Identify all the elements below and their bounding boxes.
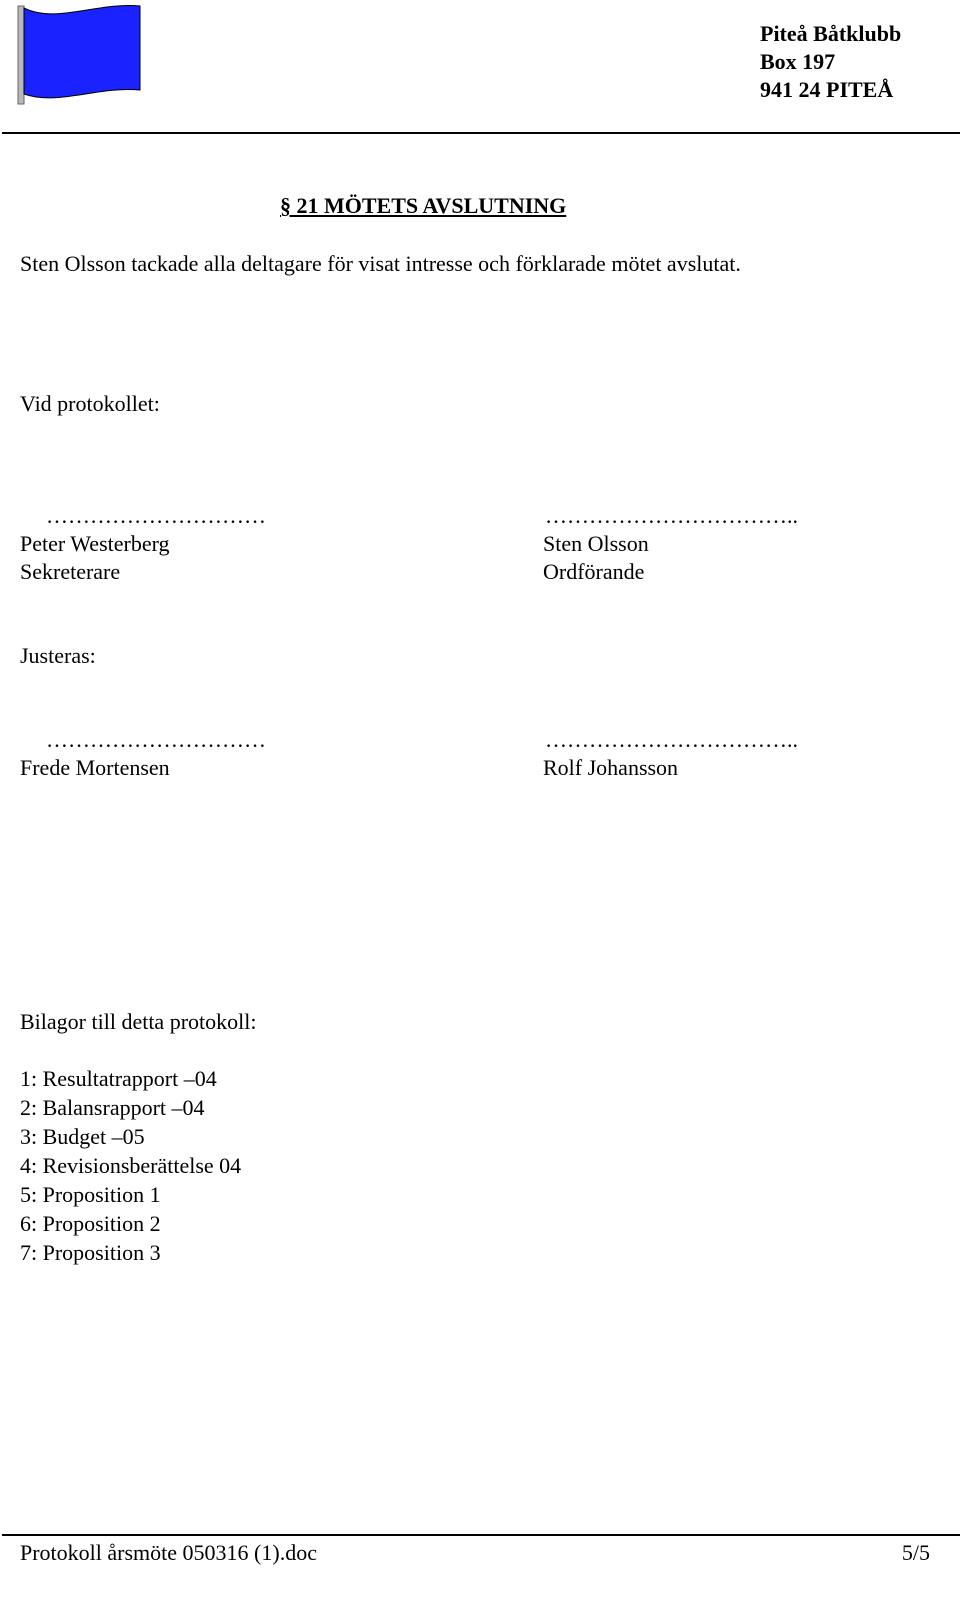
org-name: Piteå Båtklubb [760, 21, 902, 46]
footer-page-number: 5/5 [901, 1540, 930, 1565]
chairman-role: Ordförande [543, 559, 645, 584]
section-title: § 21 MÖTETS AVSLUTNING [280, 193, 567, 218]
attachment-item: 7: Proposition 3 [20, 1240, 161, 1265]
signature-line-secretary: ………………………… [46, 503, 266, 528]
attachments-list [20, 1064, 241, 1267]
attachment-item: 2: Balansrapport –04 [20, 1095, 205, 1120]
secretary-role: Sekreterare [20, 559, 121, 584]
footer-filename: Protokoll årsmöte 050316 (1).doc [20, 1540, 317, 1565]
attachment-item: 4: Revisionsberättelse 04 [20, 1153, 242, 1178]
address-line-1: Box 197 [760, 49, 836, 74]
signature-line-chairman: …………………………….. [545, 503, 798, 528]
signature-line-verifier-1: ………………………… [46, 727, 266, 752]
attachment-item: 5: Proposition 1 [20, 1182, 161, 1207]
signature-line-verifier-2: …………………………….. [545, 727, 798, 752]
address-line-2: 941 24 PITEÅ [760, 77, 894, 102]
attachment-item: 3: Budget –05 [20, 1124, 145, 1149]
header-rule [2, 132, 960, 134]
chairman-name: Sten Olsson [543, 531, 649, 556]
attachments-label: Bilagor till detta protokoll: [20, 1009, 257, 1034]
footer-rule [2, 1534, 960, 1536]
verifier-1-name: Frede Mortensen [20, 755, 170, 780]
verifier-2-name: Rolf Johansson [543, 755, 679, 780]
section-body: Sten Olsson tackade alla deltagare för visat intresse och förklarade mötet avslutat. [20, 251, 741, 276]
verification-label: Justeras: [20, 643, 96, 668]
attachment-item: 1: Resultatrapport –04 [20, 1066, 217, 1091]
attachment-item: 6: Proposition 2 [20, 1211, 161, 1236]
blue-flag-icon [16, 2, 144, 106]
secretary-name: Peter Westerberg [20, 531, 170, 556]
minutes-label: Vid protokollet: [20, 391, 160, 416]
